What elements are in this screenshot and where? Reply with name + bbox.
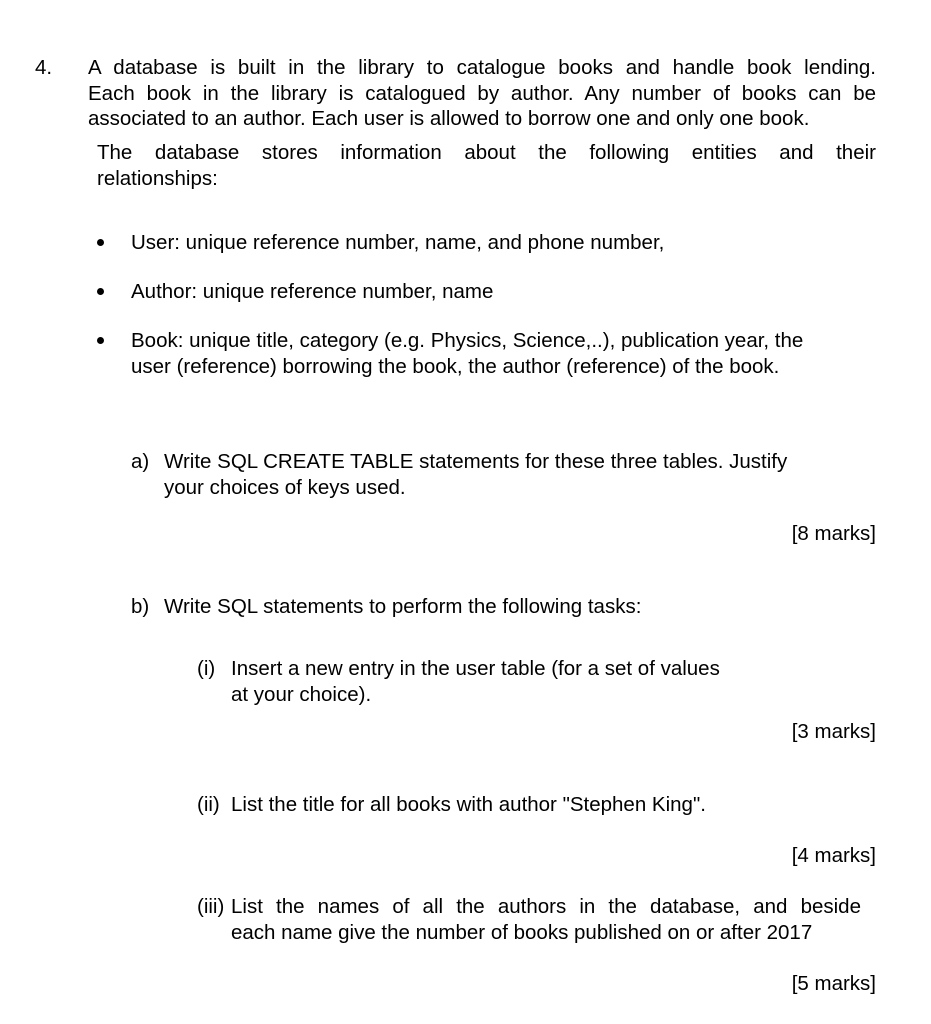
bullet-author: Author: unique reference number, name	[131, 280, 494, 303]
bullet-dot	[97, 288, 104, 295]
bullet-dot	[97, 239, 104, 246]
bullet-book-line: user (reference) borrowing the book, the author (reference) of the book.	[131, 354, 780, 378]
question-number: 4.	[35, 56, 53, 79]
part-a-label: a)	[131, 450, 150, 473]
subpart-i-line: Insert a new entry in the user table (for a set of values	[231, 657, 720, 680]
intro-line: A database is built in the library to catalogue books and handle book lending.	[88, 56, 876, 79]
subpart-i-label: (i)	[197, 657, 216, 680]
intro-line: associated to an author. Each user is allowed to borrow one and only one book.	[88, 107, 810, 130]
subpart-ii-text: List the title for all books with author "Stephen King".	[231, 793, 706, 816]
question-intro	[88, 55, 876, 132]
subpart-iii-marks: [5 marks]	[791, 972, 876, 995]
bullet-dot	[97, 337, 104, 344]
entities-intro-line: The database stores information about the following entities and their	[97, 141, 876, 164]
bullet-book	[131, 328, 871, 379]
bullet-user: User: unique reference number, name, and phone number,	[131, 231, 665, 254]
subpart-ii-marks: [4 marks]	[791, 844, 876, 867]
entities-intro-line: relationships:	[97, 166, 218, 190]
subpart-iii-line: List the names of all the authors in the database, and beside	[231, 895, 861, 918]
subpart-iii-line: each name give the number of books published on or after 2017	[231, 920, 813, 944]
part-a-line: your choices of keys used.	[164, 475, 406, 499]
subpart-i-text	[231, 656, 791, 707]
subpart-iii-text	[231, 894, 861, 945]
part-a-marks: [8 marks]	[791, 522, 876, 545]
part-a-text	[164, 449, 864, 500]
subpart-ii-label: (ii)	[197, 793, 220, 816]
bullet-book-line: Book: unique title, category (e.g. Physics, Science,..), publication year, the	[131, 329, 804, 352]
part-b-label: b)	[131, 595, 150, 618]
subpart-iii-label: (iii)	[197, 895, 225, 918]
subpart-i-line: at your choice).	[231, 682, 372, 706]
part-a-line: Write SQL CREATE TABLE statements for these three tables. Justify	[164, 450, 788, 473]
part-b-text: Write SQL statements to perform the following tasks:	[164, 595, 642, 618]
intro-line: Each book in the library is catalogued by author. Any number of books can be	[88, 81, 876, 105]
subpart-i-marks: [3 marks]	[791, 720, 876, 743]
entities-intro	[97, 140, 876, 191]
